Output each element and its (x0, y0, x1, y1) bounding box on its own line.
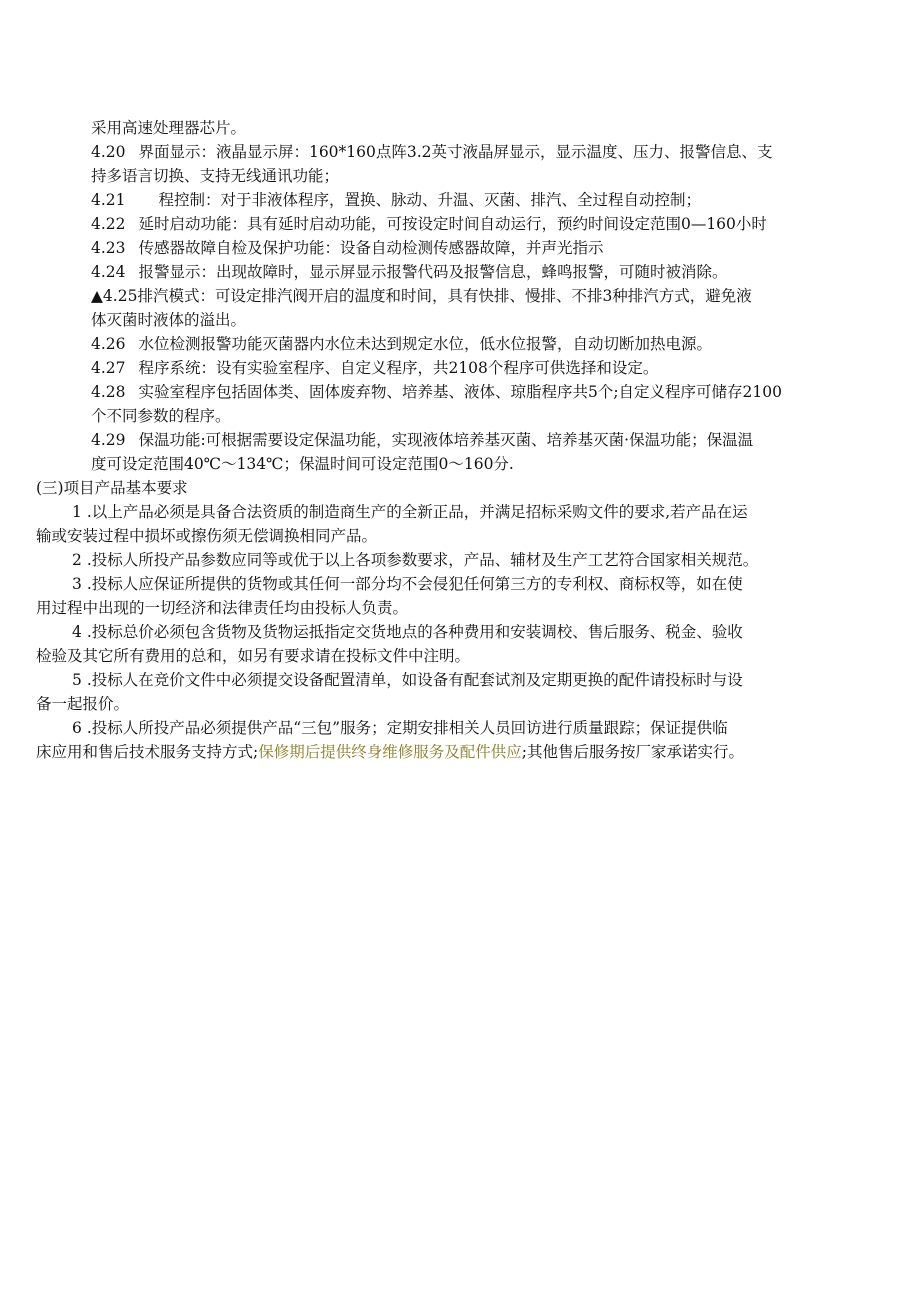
spec-text: 排汽模式：可设定排汽阀开启的温度和时间，具有快排、慢排、不排3种排汽方式，避免液 (137, 287, 752, 305)
spec-number: 4.26 (91, 335, 126, 353)
spec-text-cont: 度可设定范围40℃～134℃；保温时间可设定范围0～160分. (91, 455, 514, 473)
requirement-number: 1 (72, 503, 82, 521)
spec-number: ▲4.25 (91, 287, 138, 305)
requirement-text: .投标人应保证所提供的货物或其任何一部分均不会侵犯任何第三方的专利权、商标权等，如在使 (86, 575, 743, 593)
spec-item (91, 141, 773, 163)
spec-item (91, 213, 767, 235)
spec-item (91, 429, 753, 451)
spec-text: 报警显示：出现故障时，显示屏显示报警代码及报警信息，蜂鸣报警，可随时被消除。 (138, 263, 728, 281)
spec-text: 实验室程序包括固体类、固体废弃物、培养基、液体、琼脂程序共5个;自定义程序可储存2100 (138, 383, 782, 401)
spec-item (91, 285, 752, 307)
spec-text: 水位检测报警功能灭菌器内水位未达到规定水位，低水位报警，自动切断加热电源。 (138, 335, 712, 353)
section-title: (三)项目产品基本要求 (36, 479, 188, 497)
spec-item (91, 237, 603, 259)
spec-number: 4.23 (91, 239, 126, 257)
requirement-number: 6 (72, 719, 82, 737)
requirement-item (72, 573, 743, 595)
requirement-item (72, 621, 743, 643)
spec-item (91, 333, 712, 355)
spec-item (91, 357, 658, 379)
highlighted-text: 保修期后提供终身维修服务及配件供应 (258, 743, 522, 761)
spec-text-cont: 持多语言切换、支持无线通讯功能； (91, 167, 340, 185)
spec-number: 4.20 (91, 143, 126, 161)
requirement-text-cont: 备一起报价。 (36, 695, 130, 713)
spec-continuation: 采用高速处理器芯片。 (91, 119, 247, 137)
spec-text: 延时启动功能：具有延时启动功能，可按设定时间自动运行，预约时间设定范围0—160小时 (138, 215, 767, 233)
requirement-text-cont: 用过程中出现的一切经济和法律责任均由投标人负责。 (36, 599, 409, 617)
spec-number: 4.21 (91, 191, 126, 209)
spec-text-cont: 个不同参数的程序。 (91, 407, 231, 425)
spec-number: 4.22 (91, 215, 126, 233)
spec-number: 4.28 (91, 383, 126, 401)
spec-text: 程序系统：设有实验室程序、自定义程序，共2108个程序可供选择和设定。 (138, 359, 659, 377)
spec-item (91, 261, 727, 283)
spec-text: 保温功能:可根据需要设定保温功能，实现液体培养基灭菌、培养基灭菌·保温功能；保温温 (138, 431, 754, 449)
spec-text: 程控制：对于非液体程序，置换、脉动、升温、灭菌、排汽、全过程自动控制； (158, 191, 701, 209)
requirement-text: .投标人在竞价文件中必须提交设备配置清单，如设备有配套试剂及定期更换的配件请投标时与设 (86, 671, 743, 689)
requirement-text: .投标人所投产品必须提供产品“三包”服务；定期安排相关人员回访进行质量跟踪；保证提供临 (86, 719, 728, 737)
requirement-text-part: 床应用和售后技术服务支持方式; (36, 743, 259, 761)
requirement-text: .以上产品必须是具备合法资质的制造商生产的全新正品，并满足招标采购文件的要求,若产品在运 (86, 503, 748, 521)
requirement-text-cont (36, 741, 744, 763)
spec-text: 传感器故障自检及保护功能：设备自动检测传感器故障，并声光指示 (138, 239, 604, 257)
requirement-number: 2 (72, 551, 82, 569)
spec-item (91, 189, 701, 211)
spec-text-cont: 体灭菌时液体的溢出。 (91, 311, 247, 329)
requirement-item (72, 549, 758, 571)
requirement-text: .投标总价必须包含货物及货物运抵指定交货地点的各种费用和安装调校、售后服务、税金、验收 (86, 623, 743, 641)
requirement-number: 4 (72, 623, 82, 641)
requirement-item (72, 501, 748, 523)
spec-item (91, 381, 782, 403)
requirement-text-cont: 检验及其它所有费用的总和，如另有要求请在投标文件中注明。 (36, 647, 471, 665)
requirement-number: 5 (72, 671, 82, 689)
requirement-text-cont: 输或安装过程中损坏或擦伤须无偿调换相同产品。 (36, 527, 378, 545)
requirement-number: 3 (72, 575, 82, 593)
spec-text: 界面显示：液晶显示屏：160*160点阵3.2英寸液晶屏显示，显示温度、压力、报警信息、支 (138, 143, 773, 161)
spec-number: 4.27 (91, 359, 126, 377)
spec-number: 4.24 (91, 263, 126, 281)
requirement-text-part: ;其他售后服务按厂家承诺实行。 (521, 743, 744, 761)
spec-number: 4.29 (91, 431, 126, 449)
requirement-item (72, 669, 743, 691)
requirement-item (72, 717, 728, 739)
requirement-text: .投标人所投产品参数应同等或优于以上各项参数要求，产品、辅材及生产工艺符合国家相关规范。 (86, 551, 759, 569)
